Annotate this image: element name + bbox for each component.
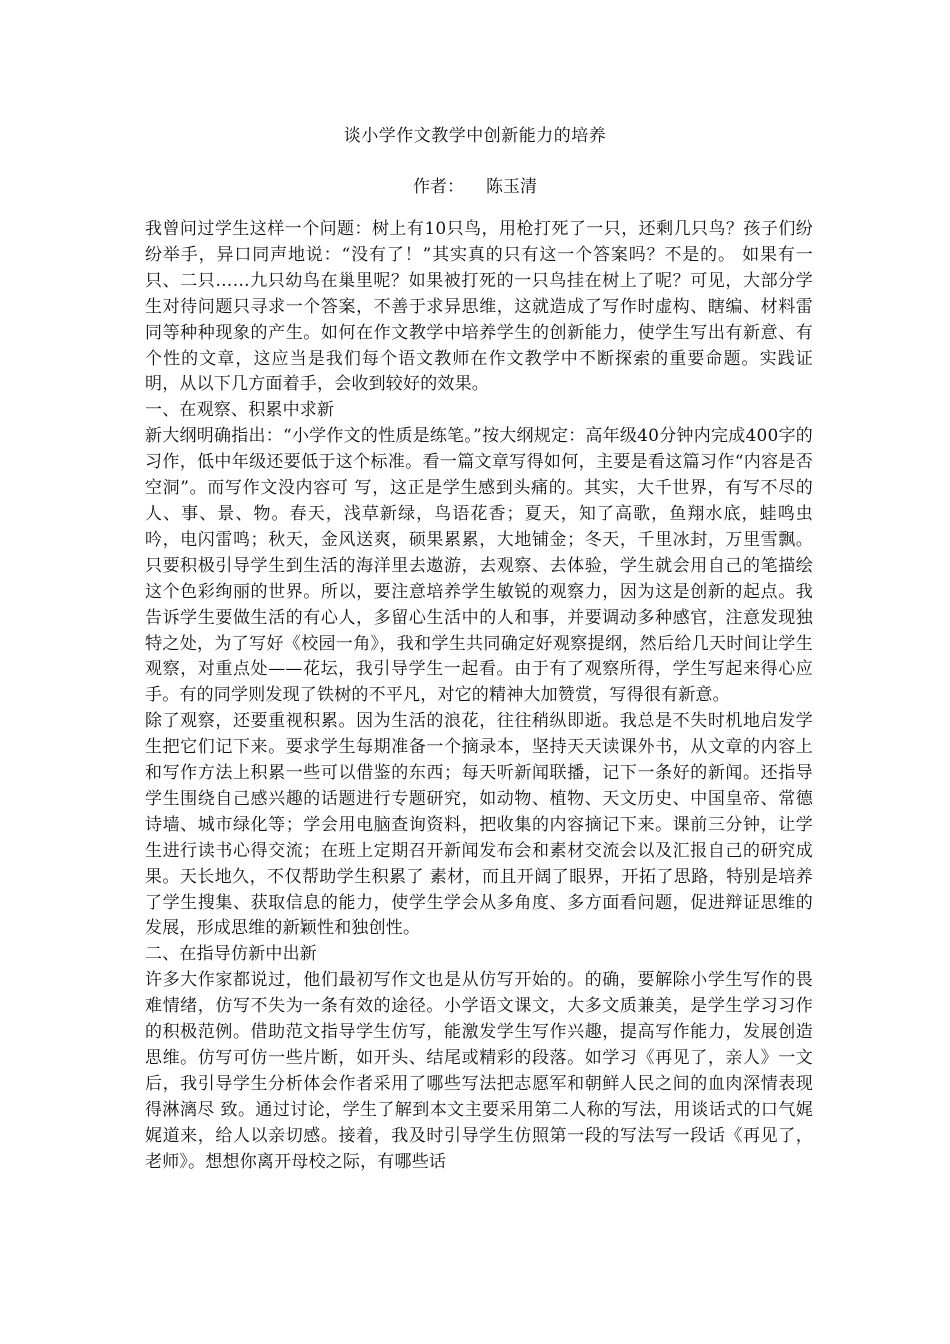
document-body: [145, 217, 813, 1176]
section-heading-1: 一、在观察、积累中求新: [145, 400, 335, 421]
author-label: 作者：: [413, 177, 464, 197]
section-heading-2: 二、在指导仿新中出新: [145, 944, 317, 965]
author-line: [0, 175, 950, 199]
document-title: 谈小学作文教学中创新能力的培养: [343, 126, 607, 146]
author-name: 陈玉清: [486, 177, 537, 197]
paragraph-accumulation: 除了观察，还要重视积累。因为生活的浪花，往往稍纵即逝。我总是不失时机地启发学生把它们记下来。要求学生每期准备一个摘录本，坚持天天读课外书，从文章的内容上和写作方法上积累一些可以借鉴的东西；每天听新闻联播，记下一条好的新闻。还指导学生围绕自己感兴趣的话题进行专题研究，如动物、植物、天文历史、中国皇帝、常德诗墙、城市绿化等；学会用电脑查询资料，把收集的内容摘记下来。课前三分钟，让学生进行读书心得交流；在班上定期召开新闻发布会和素材交流会以及汇报自己的研究成果。天长地久，不仅帮助学生积累了 素材，而且开阔了眼界，开拓了思路，特别是培养了学生搜集、获取信息的能力，使学生学会从多角度、多方面看问题，促进辩证思维的发展，形成思维的新颖性和独创性。: [145, 711, 813, 939]
paragraph-observation: 新大纲明确指出：“小学作文的性质是练笔。”按大纲规定：高年级40分钟内完成400字的习作，低中年级还要低于这个标准。看一篇文章写得如何，主要是看这篇习作“内容是否空洞”。而写作文没内容可 写，这正是学生感到头痛的。其实，大千世界，有写不尽的人、事、景、物。春天，浅草新绿，鸟语花香；夏天，知了高歌，鱼翔水底，蛙鸣虫吟，电闪雷鸣；秋天，金风送爽，硕果累累，大地铺金；冬天，千里冰封，万里雪飘。只要积极引导学生到生活的海洋里去遨游，去观察、去体验，学生就会用自己的笔描绘这个色彩绚丽的世界。所以，要注意培养学生敏锐的观察力，因为这是创新的起点。我告诉学生要做生活的有心人，多留心生活中的人和事，并要调动多种感官，注意发现独特之处，为了写好《校园一角》，我和学生共同确定好观察提纲，然后给几天时间让学生观察，对重点处——花坛，我引导学生一起看。由于有了观察所得，学生写起来得心应手。有的同学则发现了铁树的不平凡，对它的精神大加赞赏，写得很有新意。: [145, 426, 813, 706]
paragraph-imitation: 许多大作家都说过，他们最初写作文也是从仿写开始的。的确，要解除小学生写作的畏难情绪，仿写不失为一条有效的途径。小学语文课文，大多文质兼美，是学生学习习作的积极范例。借助范文指导学生仿写，能激发学生写作兴趣，提高写作能力，发展创造思维。仿写可仿一些片断，如开头、结尾或精彩的段落。如学习《再见了，亲人》一文后，我引导学生分析体会作者采用了哪些写法把志愿军和朝鲜人民之间的血肉深情表现得淋漓尽 致。通过讨论，学生了解到本文主要采用第二人称的写法，用谈话式的口气娓娓道来，给人以亲切感。接着，我及时引导学生仿照第一段的写法写一段话《再见了，老师》。想想你离开母校之际，有哪些话: [145, 970, 813, 1172]
paragraph-intro: 我曾问过学生这样一个问题：树上有10只鸟，用枪打死了一只，还剩几只鸟？孩子们纷纷举手，异口同声地说：“没有了！”其实真的只有这一个答案吗？不是的。 如果有一只、二只……九只幼鸟在巢里呢？如果被打死的一只鸟挂在树上了呢？可见，大部分学生对待问题只寻求一个答案，不善于求异思维，这就造成了写作时虚构、瞎编、材料雷同等种种现象的产生。如何在作文教学中培养学生的创新能力，使学生写出有新意、有个性的文章，这应当是我们每个语文教师在作文教学中不断探索的重要命题。实践证明，从以下几方面着手，会收到较好的效果。: [145, 219, 813, 395]
